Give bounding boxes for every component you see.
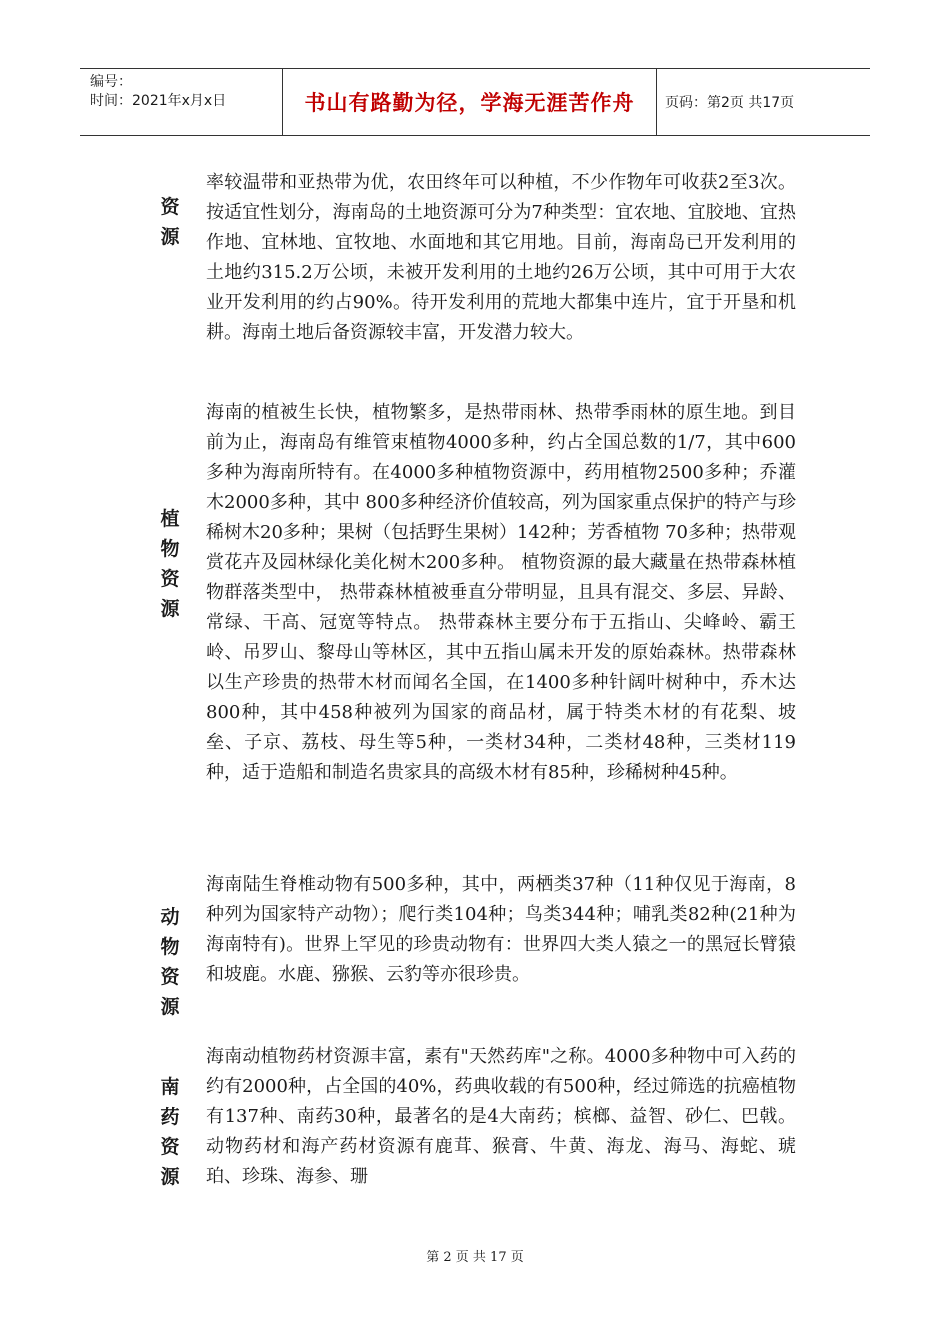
- page-footer: 第 2 页 共 17 页: [426, 1250, 524, 1265]
- section-label: 南药资源: [160, 1076, 180, 1188]
- header-motto: 书山有路勤为径，学海无涯苦作舟: [282, 69, 657, 135]
- header-page-info: 页码：第2页 共17页: [665, 95, 795, 111]
- section-text: 率较温带和亚热带为优，农田终年可以种植，不少作物年可收获2至3次。按适宜性划分，海南岛的土地资源可分为7种类型：宜农地、宜胶地、宜热作地、宜林地、宜牧地、水面地和其它用地。目前，海南岛已开发利用的土地约315.2万公顷，未被开发利用的土地约26万公顷，其中可用于大农业开发利用的约占90%。待开发利用的荒地大都集中连片，宜于开垦和机耕。海南土地后备资源较丰富，开发潜力较大。: [206, 172, 796, 343]
- section-label: 植物资源: [160, 508, 180, 620]
- page-header: [80, 68, 870, 136]
- header-meta: [80, 69, 282, 135]
- document-number: 编号：: [90, 74, 132, 90]
- section-label: 资源: [160, 196, 180, 248]
- section-text: 海南动植物药材资源丰富，素有"天然药库"之称。4000多种物中可入药的约有2000种，占全国的40%，药典收载的有500种，经过筛选的抗癌植物有137种、南药30种，最著名的是4大南药；槟榔、益智、砂仁、巴戟。动物药材和海产药材资源有鹿茸、猴膏、牛黄、海龙、海马、海蛇、琥珀、珍珠、海参、珊: [206, 1046, 796, 1187]
- section-text: 海南陆生脊椎动物有500多种，其中，两栖类37种（11种仅见于海南，8种列为国家特产动物）；爬行类104种；鸟类344种；哺乳类82种(21种为海南特有)。世界上罕见的珍贵动物有：世界四大类人猿之一的黑冠长臂猿和坡鹿。水鹿、猕猴、云豹等亦很珍贵。: [206, 874, 796, 985]
- document-time: 时间：2021年x月x日: [90, 93, 227, 109]
- section-label: 动物资源: [160, 906, 180, 1018]
- section-text: 海南的植被生长快，植物繁多，是热带雨林、热带季雨林的原生地。到目前为止，海南岛有维管束植物4000多种，约占全国总数的1/7，其中600多种为海南所特有。在4000多种植物资源中，药用植物2500多种；乔灌木2000多种，其中 800多种经济价值较高，列为国家重点保护的特产与珍稀树木20多种；果树（包括野生果树）142种；芳香植物 70多种；热带观赏花卉及园林绿化美化树木200多种。 植物资源的最大藏量在热带森林植物群落类型中， 热带森林植被垂直分带明显，且具有混交、多层、异龄、常绿、干高、冠宽等特点。 热带森林主要分布于五指山、尖峰岭、霸王岭、吊罗山、黎母山等林区，其中五指山属未开发的原始森林。热带森林以生产珍贵的热带木材而闻名全国，在1400多种针阔叶树种中，乔木达800种，其中458种被列为国家的商品材，属于特类木材的有花梨、坡垒、子京、荔枝、母生等5种，一类材34种，二类材48种，三类材119种，适于造船和制造名贵家具的高级木材有85种，珍稀树种45种。: [206, 402, 796, 783]
